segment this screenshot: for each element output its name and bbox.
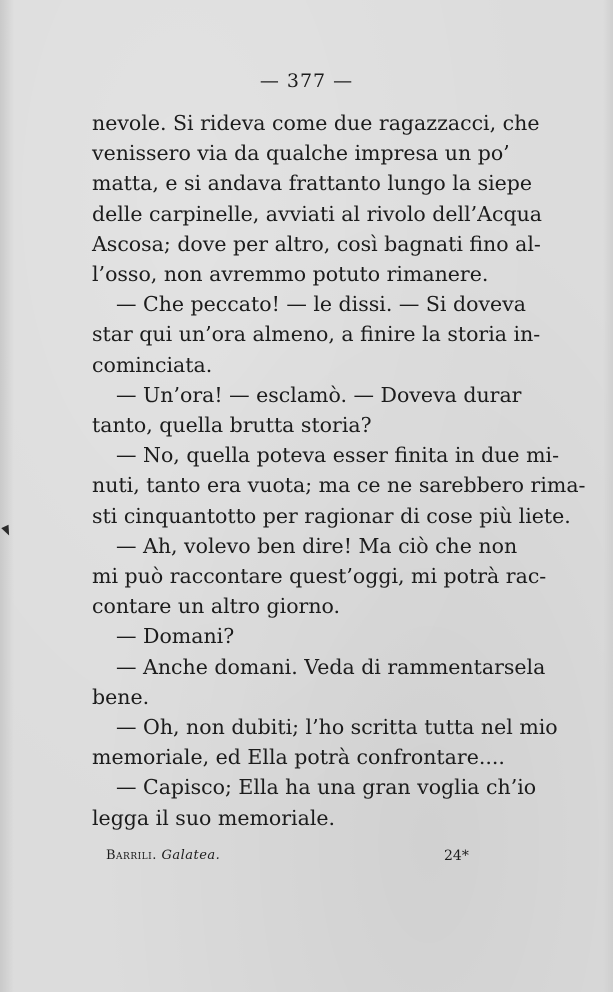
text-line: Ascosa; dove per altro, così bagnati fino al- bbox=[92, 231, 541, 256]
text-line: l’osso, non avremmo potuto rimanere. bbox=[92, 262, 489, 287]
text-line: — Anche domani. Veda di rammentarsela bbox=[116, 654, 546, 679]
text-line: star qui un’ora almeno, a finire la storia in- bbox=[92, 322, 541, 347]
text-line: — No, quella poteva esser finita in due mi- bbox=[116, 443, 559, 468]
footer-title: Galatea. bbox=[161, 848, 221, 863]
text-line: mi può raccontare quest’oggi, mi potrà rac- bbox=[92, 564, 547, 589]
page-edge-left bbox=[0, 0, 14, 992]
text-line: nevole. Si rideva come due ragazzacci, che bbox=[92, 111, 540, 135]
text-line: sti cinquantotto per ragionar di cose più liete. bbox=[92, 503, 571, 528]
page-number: — 377 — bbox=[259, 70, 354, 92]
text-line: memoriale, ed Ella potrà confrontare.... bbox=[92, 745, 505, 770]
page-edge-right bbox=[603, 0, 613, 992]
text-line: bene. bbox=[92, 684, 150, 709]
text-line: — Domani? bbox=[116, 624, 235, 649]
footer-citation bbox=[106, 848, 220, 863]
text-line: — Ah, volevo ben dire! Ma ciò che non bbox=[116, 533, 518, 558]
text-line: legga il suo memoriale. bbox=[92, 805, 336, 830]
text-line: — Un’ora! — esclamò. — Doveva durar bbox=[116, 382, 522, 407]
text-line: — Capisco; Ella ha una gran voglia ch’io bbox=[116, 775, 537, 800]
text-line: tanto, quella brutta storia? bbox=[92, 413, 372, 438]
text-line: delle carpinelle, avviati al rivolo dell’Acqua bbox=[92, 201, 542, 226]
text-line: — Che peccato! — le dissi. — Si doveva bbox=[116, 292, 526, 317]
footer-author: Barrili. bbox=[106, 848, 157, 863]
body-text bbox=[92, 108, 586, 833]
text-line: matta, e si andava frattanto lungo la siepe bbox=[92, 171, 533, 196]
text-line: venissero via da qualche impresa un po’ bbox=[92, 141, 510, 166]
text-line: contare un altro giorno. bbox=[92, 594, 341, 619]
text-line: — Oh, non dubiti; l’ho scritta tutta nel mio bbox=[116, 715, 558, 740]
text-line: nuti, tanto era vuota; ma ce ne sarebbero rima- bbox=[92, 473, 586, 498]
text-line: cominciata. bbox=[92, 352, 213, 377]
footer-signature: 24* bbox=[444, 848, 469, 864]
